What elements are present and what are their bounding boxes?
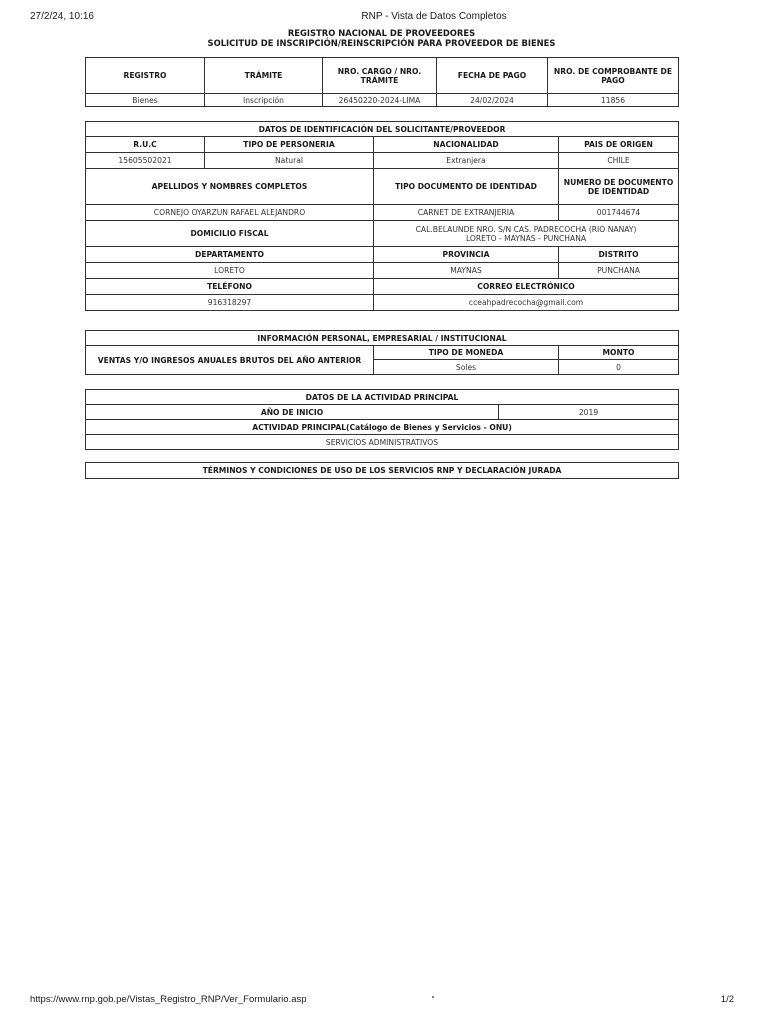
- solicitante-table: [85, 121, 679, 311]
- distrito-label: DISTRITO: [559, 247, 679, 263]
- tipo-personeria-label: TIPO DE PERSONERIA: [205, 137, 374, 153]
- anio-inicio-label: AÑO DE INICIO: [86, 405, 499, 420]
- document-title: REGISTRO NACIONAL DE PROVEEDORES: [287, 28, 476, 38]
- monto-label: MONTO: [559, 346, 679, 360]
- correo-value: cceahpadrecocha@gmail.com: [374, 295, 679, 311]
- terminos-table: [85, 462, 679, 479]
- header-nro-cargo: NRO. CARGO / NRO. TRÁMITE: [323, 58, 437, 94]
- tipo-moneda-label: TIPO DE MONEDA: [374, 346, 559, 360]
- tipo-documento-label: TIPO DOCUMENTO DE IDENTIDAD: [374, 169, 559, 205]
- pais-origen-label: PAIS DE ORIGEN: [559, 137, 679, 153]
- nro-comprobante-value: 11856: [548, 94, 679, 107]
- correo-label: CORREO ELECTRÓNICO: [374, 279, 679, 295]
- tipo-personeria-value: Natural: [205, 153, 374, 169]
- ruc-value: 15605502021: [86, 153, 205, 169]
- telefono-value: 916318297: [86, 295, 374, 311]
- print-url: https://www.rnp.gob.pe/Vistas_Registro_RNP/Ver_Formulario.asp: [30, 994, 307, 1005]
- header-nro-comprobante: NRO. DE COMPROBANTE DE PAGO: [548, 58, 679, 94]
- header-registro: REGISTRO: [86, 58, 205, 94]
- print-page-number: 1/2: [720, 994, 734, 1005]
- fecha-pago-value: 24/02/2024: [437, 94, 548, 107]
- tipo-documento-value: CARNET DE EXTRANJERIA: [374, 205, 559, 221]
- telefono-label: TELÉFONO: [86, 279, 374, 295]
- nro-cargo-value: 26450220-2024-LIMA: [323, 94, 437, 107]
- registro-value: Bienes: [86, 94, 205, 107]
- nacionalidad-label: NACIONALIDAD: [374, 137, 559, 153]
- domicilio-line-1: CAL.BELAUNDE NRO. S/N CAS. PADRECOCHA (RIO NANAY): [415, 224, 637, 234]
- domicilio-line-2: LORETO - MAYNAS - PUNCHANA: [465, 233, 587, 243]
- informacion-table: [85, 330, 679, 375]
- solicitante-section-title: DATOS DE IDENTIFICACIÓN DEL SOLICITANTE/PROVEEDOR: [86, 122, 679, 137]
- ventas-label: VENTAS Y/O INGRESOS ANUALES BRUTOS DEL AÑO ANTERIOR: [86, 346, 374, 375]
- header-fecha-pago: FECHA DE PAGO: [437, 58, 548, 94]
- tipo-moneda-value: Soles: [374, 360, 559, 375]
- tramite-table: [85, 57, 679, 107]
- anio-inicio-value: 2019: [499, 405, 679, 420]
- nacionalidad-value: Extranjera: [374, 153, 559, 169]
- ruc-label: R.U.C: [86, 137, 205, 153]
- actividad-principal-value: SERVICIOS ADMINISTRATIVOS: [86, 435, 679, 450]
- header-tramite: TRÁMITE: [205, 58, 323, 94]
- scan-speck: [432, 996, 434, 998]
- actividad-section-title: DATOS DE LA ACTIVIDAD PRINCIPAL: [86, 390, 679, 405]
- document-subtitle: SOLICITUD DE INSCRIPCIÓN/REINSCRIPCIÓN PARA PROVEEDOR DE BIENES: [207, 38, 556, 48]
- domicilio-fiscal-value: [374, 221, 679, 247]
- nombres-value: CORNEJO OYARZUN RAFAEL ALEJANDRO: [86, 205, 374, 221]
- domicilio-fiscal-label: DOMICILIO FISCAL: [86, 221, 374, 247]
- distrito-value: PUNCHANA: [559, 263, 679, 279]
- nombres-label: APELLIDOS Y NOMBRES COMPLETOS: [86, 169, 374, 205]
- actividad-table: [85, 389, 679, 450]
- monto-value: 0: [559, 360, 679, 375]
- terminos-title: TÉRMINOS Y CONDICIONES DE USO DE LOS SERVICIOS RNP Y DECLARACIÓN JURADA: [86, 463, 679, 479]
- provincia-value: MAYNAS: [374, 263, 559, 279]
- actividad-principal-label: ACTIVIDAD PRINCIPAL(Catálogo de Bienes y Servicios - ONU): [86, 420, 679, 435]
- provincia-label: PROVINCIA: [374, 247, 559, 263]
- print-page-title: RNP - Vista de Datos Completos: [361, 11, 507, 22]
- numero-documento-value: 001744674: [559, 205, 679, 221]
- pais-origen-value: CHILE: [559, 153, 679, 169]
- print-datetime: 27/2/24, 10:16: [30, 11, 94, 22]
- numero-documento-label: NUMERO DE DOCUMENTO DE IDENTIDAD: [559, 169, 679, 205]
- departamento-label: DEPARTAMENTO: [86, 247, 374, 263]
- tramite-value: Inscripción: [205, 94, 323, 107]
- departamento-value: LORETO: [86, 263, 374, 279]
- informacion-section-title: INFORMACIÓN PERSONAL, EMPRESARIAL / INSTITUCIONAL: [86, 331, 679, 346]
